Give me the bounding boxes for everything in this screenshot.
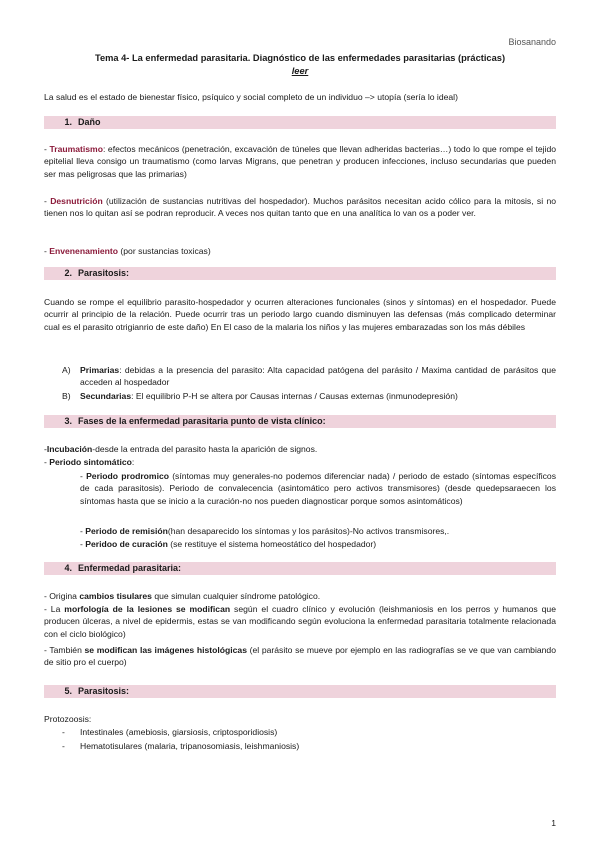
term-desnutricion: Desnutrición: [50, 196, 103, 206]
list-dash: -: [62, 741, 65, 751]
list-marker-a: A): [62, 365, 71, 375]
parasitosis-secundarias: Secundarias: El equilibrio P-H se altera por Causas internas / Causas externas (inmunodepresión): [80, 391, 458, 401]
brand-header: Biosanando: [508, 37, 556, 47]
fase-sintomatico: - Periodo sintomático:: [44, 457, 135, 467]
fase-curacion: - Peridoo de curación (se restituye el sistema homeostático del hospedador): [80, 539, 377, 549]
enfermedad-line-2: - La morfología de la lesiones se modifican según el cuadro clínico y evolución (leishmaniosis en los perros y humanos que producen úlceras, a nivel de epidermis, estas se van modificando según evoluciona la enfermedad parasitaria totalmente relacionada con el ciclo biológico): [44, 604, 556, 639]
protozoosis-label: Protozoosis:: [44, 714, 92, 724]
section-heading-5: 5. Parasitosis:: [44, 685, 556, 698]
enfermedad-line-1: - Origina cambios tisulares que simulan cualquier síndrome patológico.: [44, 591, 321, 601]
dano-traumatismo: - Traumatismo: efectos mecánicos (penetración, excavación de túneles que llevan adheridas bacterias…) todo lo que rompe el tejido epitelial lleva consigo un traumatismo (como larvas Migrans, que penetran y producen infecciones, incluso secundarias que pueden ser mas peligrosas que las primarias): [44, 144, 557, 179]
intro-paragraph: La salud es el estado de bienestar físico, psíquico y social completo de un individuo –> utopía (sería lo ideal): [44, 92, 458, 102]
section-heading-1: 1. Daño: [44, 116, 556, 129]
parasitosis-primarias: Primarias: debidas a la presencia del parasito: Alta capacidad patógena del parásito / Maxima cantidad de parásitos que acceden al hospedador: [80, 365, 556, 388]
title-main: Tema 4- La enfermedad parasitaria. Diagnóstico de las enfermedades parasitarias (prácticas): [94, 53, 506, 63]
title-sub: leer: [291, 66, 309, 76]
protozoosis-item-2: Hematotisulares (malaria, tripanosomiasis, leishmaniosis): [80, 741, 300, 751]
protozoosis-item-1: Intestinales (amebiosis, giarsiosis, criptosporidiosis): [80, 727, 278, 737]
section-heading-3: 3. Fases de la enfermedad parasitaria punto de vista clínico:: [44, 415, 556, 428]
parasitosis-paragraph: Cuando se rompe el equilibrio parasito-hospedador y ocurren alteraciones funcionales (sinos y síntomas) en el hospedador. Puede ocurrir al principio de la relación. Puede ocurrir tras un periodo largo cuando disminuyen las defensas (más complicado determinar cual es el parasito otrigianrio de este daño) En El caso de la malaria los niños y las mujeres embarazadas son los más débiles: [44, 297, 556, 332]
section-heading-4: 4. Enfermedad parasitaria:: [44, 562, 556, 575]
dano-envenenamiento: - Envenenamiento (por sustancias toxicas): [44, 246, 211, 256]
enfermedad-line-3: - También se modifican las imágenes histológicas (el parásito se mueve por ejemplo en las radiografías se ve que van cambiando de sitio pro el cuerpo): [44, 645, 556, 668]
dano-desnutricion: - Desnutrición (utilización de sustancias nutritivas del hospedador). Muchos parásitos necesitan acido cólico para la mitosis, si no tienen nos lo quitan así se podran reproducir. A veces nos quitan tanto que en una analítica lo van os a poder ver.: [44, 196, 557, 219]
document-title: [0, 52, 600, 78]
term-envenenamiento: Envenenamiento: [49, 246, 119, 256]
term-traumatismo: Traumatismo: [49, 144, 103, 154]
page-number: 1: [551, 818, 556, 828]
list-dash: -: [62, 727, 65, 737]
fase-prodromico: - Periodo prodromico (síntomas muy generales-no podemos diferenciar nada) / periodo de estado (síntomas específicos de cada parasitosis). Periodo de convalecencia (asintomático pero activos transmisores) (desde quedepsaraecen los síntomas hasta que se inicio a la curación-no nos pueden diagnosticar porque somos asintomáticos): [80, 471, 557, 506]
list-marker-b: B): [62, 391, 71, 401]
section-heading-2: 2. Parasitosis:: [44, 267, 556, 280]
fase-incubacion: -Incubación-desde la entrada del parasito hasta la aparición de signos.: [44, 444, 318, 454]
fase-remision: - Periodo de remisión(han desaparecido los síntomas y los parásitos)-No activos transmisores,.: [80, 526, 450, 536]
